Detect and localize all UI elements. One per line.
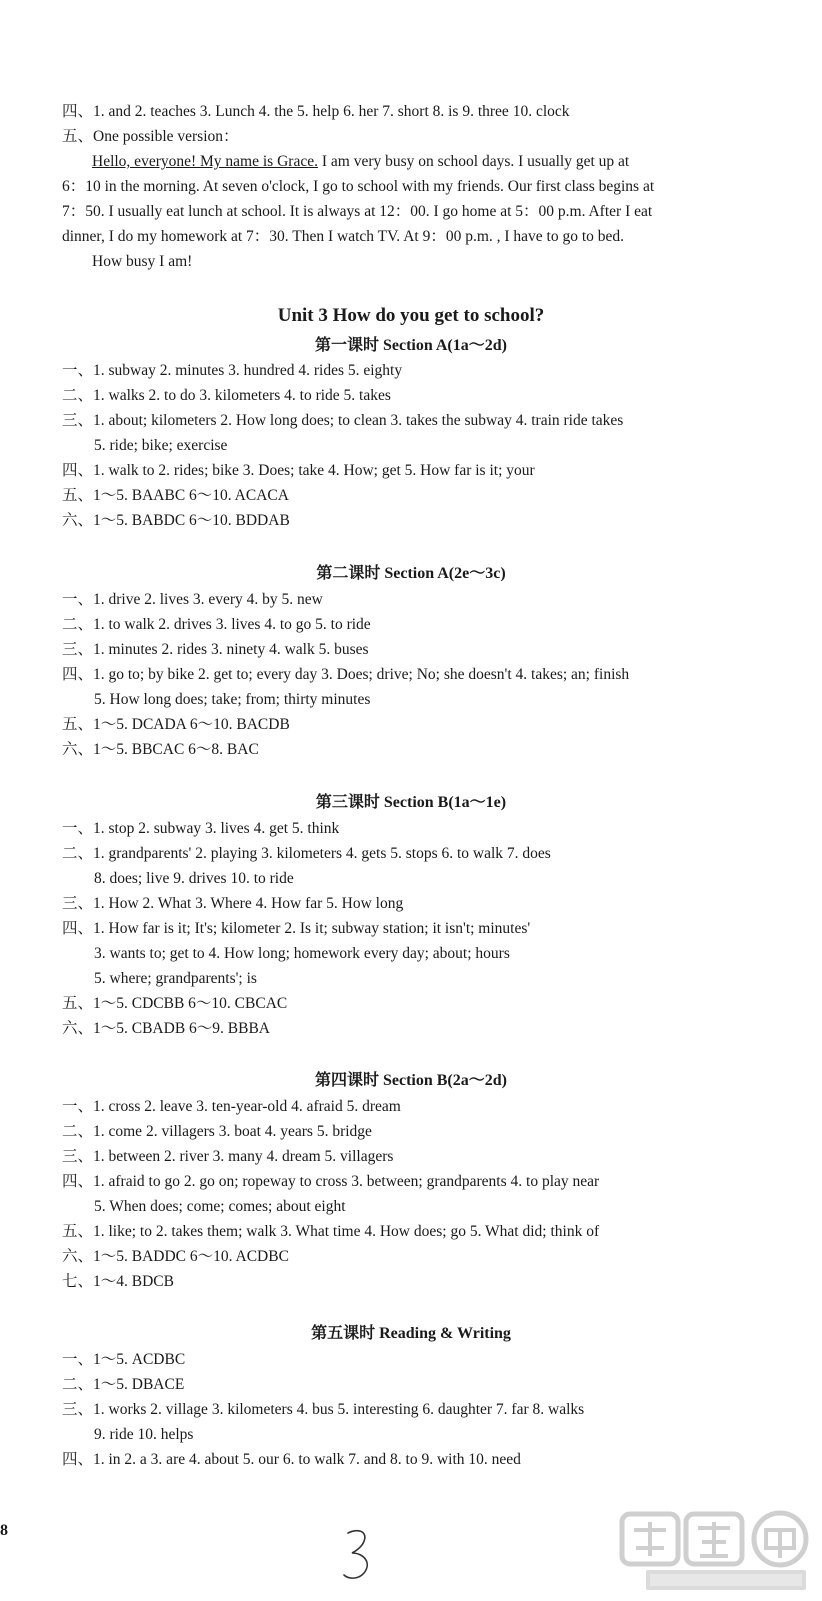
section-5-title: 第五课时 Reading & Writing <box>311 1325 511 1342</box>
essay-line-1 <box>92 152 782 172</box>
s2-part6: 六、1～5. BBCAC 6～8. BAC <box>62 741 259 758</box>
s3-part4: 四、1. How far is it; It's; kilometer 2. Is it; subway station; it isn't; minutes' <box>62 920 531 937</box>
s2-part2: 二、1. to walk 2. drives 3. lives 4. to go 5. to ride <box>62 616 371 633</box>
s1-part6: 六、1～5. BABDC 6～10. BDDAB <box>62 512 290 529</box>
s2-part4-cont: 5. How long does; take; from; thirty minutes <box>94 691 371 708</box>
s4-part4: 四、1. afraid to go 2. go on; ropeway to cross 3. between; grandparents 4. to play near <box>62 1173 600 1190</box>
s3-part2: 二、1. grandparents' 2. playing 3. kilometers 4. gets 5. stops 6. to walk 7. does <box>62 845 551 862</box>
s3-part6: 六、1～5. CBADB 6～9. BBBA <box>62 1020 270 1037</box>
s1-part1: 一、1. subway 2. minutes 3. hundred 4. rides 5. eighty <box>62 362 403 379</box>
s3-part1: 一、1. stop 2. subway 3. lives 4. get 5. think <box>62 820 340 837</box>
unit2-part4-answers: 四、1. and 2. teaches 3. Lunch 4. the 5. help 6. her 7. short 8. is 9. three 10. clock <box>62 103 570 120</box>
unit-title: Unit 3 How do you get to school? <box>277 305 545 326</box>
s1-part3: 三、1. about; kilometers 2. How long does; to clean 3. takes the subway 4. train ride takes <box>62 412 624 429</box>
essay-underlined-sentence: Hello, everyone! My name is Grace. <box>92 153 318 170</box>
section-4-title: 第四课时 Section B(2a～2d) <box>314 1072 507 1089</box>
s1-part3-cont: 5. ride; bike; exercise <box>94 437 228 454</box>
s4-part5: 五、1. like; to 2. takes them; walk 3. What time 4. How does; go 5. What did; think of <box>62 1223 600 1240</box>
s1-part5: 五、1～5. BAABC 6～10. ACACA <box>62 487 289 504</box>
s3-part3: 三、1. How 2. What 3. Where 4. How far 5. How long <box>62 895 404 912</box>
section-2-title: 第二课时 Section A(2e～3c) <box>316 565 506 582</box>
s2-part4: 四、1. go to; by bike 2. get to; every day 3. Does; drive; No; she doesn't 4. takes; an; finish <box>62 666 630 683</box>
s5-part2: 二、1～5. DBACE <box>62 1376 185 1393</box>
s1-part4: 四、1. walk to 2. rides; bike 3. Does; take 4. How; get 5. How far is it; your <box>62 462 535 479</box>
s5-part4: 四、1. in 2. a 3. are 4. about 5. our 6. to walk 7. and 8. to 9. with 10. need <box>62 1451 521 1468</box>
s3-part5: 五、1～5. CDCBB 6～10. CBCAC <box>62 995 288 1012</box>
s4-part7: 七、1～4. BDCB <box>62 1273 174 1290</box>
s2-part5: 五、1～5. DCADA 6～10. BACDB <box>62 716 290 733</box>
s4-part2: 二、1. come 2. villagers 3. boat 4. years 5. bridge <box>62 1123 372 1140</box>
s3-part2-cont: 8. does; live 9. drives 10. to ride <box>94 870 294 887</box>
s5-part3: 三、1. works 2. village 3. kilometers 4. bus 5. interesting 6. daughter 7. far 8. walks <box>62 1401 585 1418</box>
watermark-logo <box>616 1508 816 1596</box>
s5-part3-cont: 9. ride 10. helps <box>94 1426 194 1443</box>
s1-part2: 二、1. walks 2. to do 3. kilometers 4. to ride 5. takes <box>62 387 391 404</box>
essay-line-1-rest: I am very busy on school days. I usually get up at <box>317 153 630 170</box>
s4-part6: 六、1～5. BADDC 6～10. ACDBC <box>62 1248 289 1265</box>
essay-line-2: 6：10 in the morning. At seven o'clock, I go to school with my friends. Our first class begins at <box>62 178 655 195</box>
s3-part4-cont-1: 3. wants to; get to 4. How long; homework every day; about; hours <box>94 945 510 962</box>
s4-part3: 三、1. between 2. river 3. many 4. dream 5. villagers <box>62 1148 394 1165</box>
section-3-title: 第三课时 Section B(1a～1e) <box>315 794 507 811</box>
essay-line-5: How busy I am! <box>92 253 193 270</box>
essay-line-3: 7：50. I usually eat lunch at school. It is always at 12：00. I go home at 5：00 p.m. After I eat <box>62 203 653 220</box>
watermark-icon <box>616 1508 816 1596</box>
s2-part1: 一、1. drive 2. lives 3. every 4. by 5. new <box>62 591 323 608</box>
s2-part3: 三、1. minutes 2. rides 3. ninety 4. walk 5. buses <box>62 641 369 658</box>
handwritten-page-mark <box>338 1525 378 1585</box>
edge-page-number: 8 <box>0 1522 8 1539</box>
s5-part1: 一、1～5. ACDBC <box>62 1351 186 1368</box>
s4-part1: 一、1. cross 2. leave 3. ten-year-old 4. afraid 5. dream <box>62 1098 401 1115</box>
essay-line-4: dinner, I do my homework at 7：30. Then I watch TV. At 9：00 p.m. , I have to go to bed. <box>62 228 625 245</box>
s4-part4-cont: 5. When does; come; comes; about eight <box>94 1198 346 1215</box>
unit2-part5-heading: 五、One possible version： <box>62 128 239 145</box>
s3-part4-cont-2: 5. where; grandparents'; is <box>94 970 257 987</box>
section-1-title: 第一课时 Section A(1a～2d) <box>314 337 507 354</box>
